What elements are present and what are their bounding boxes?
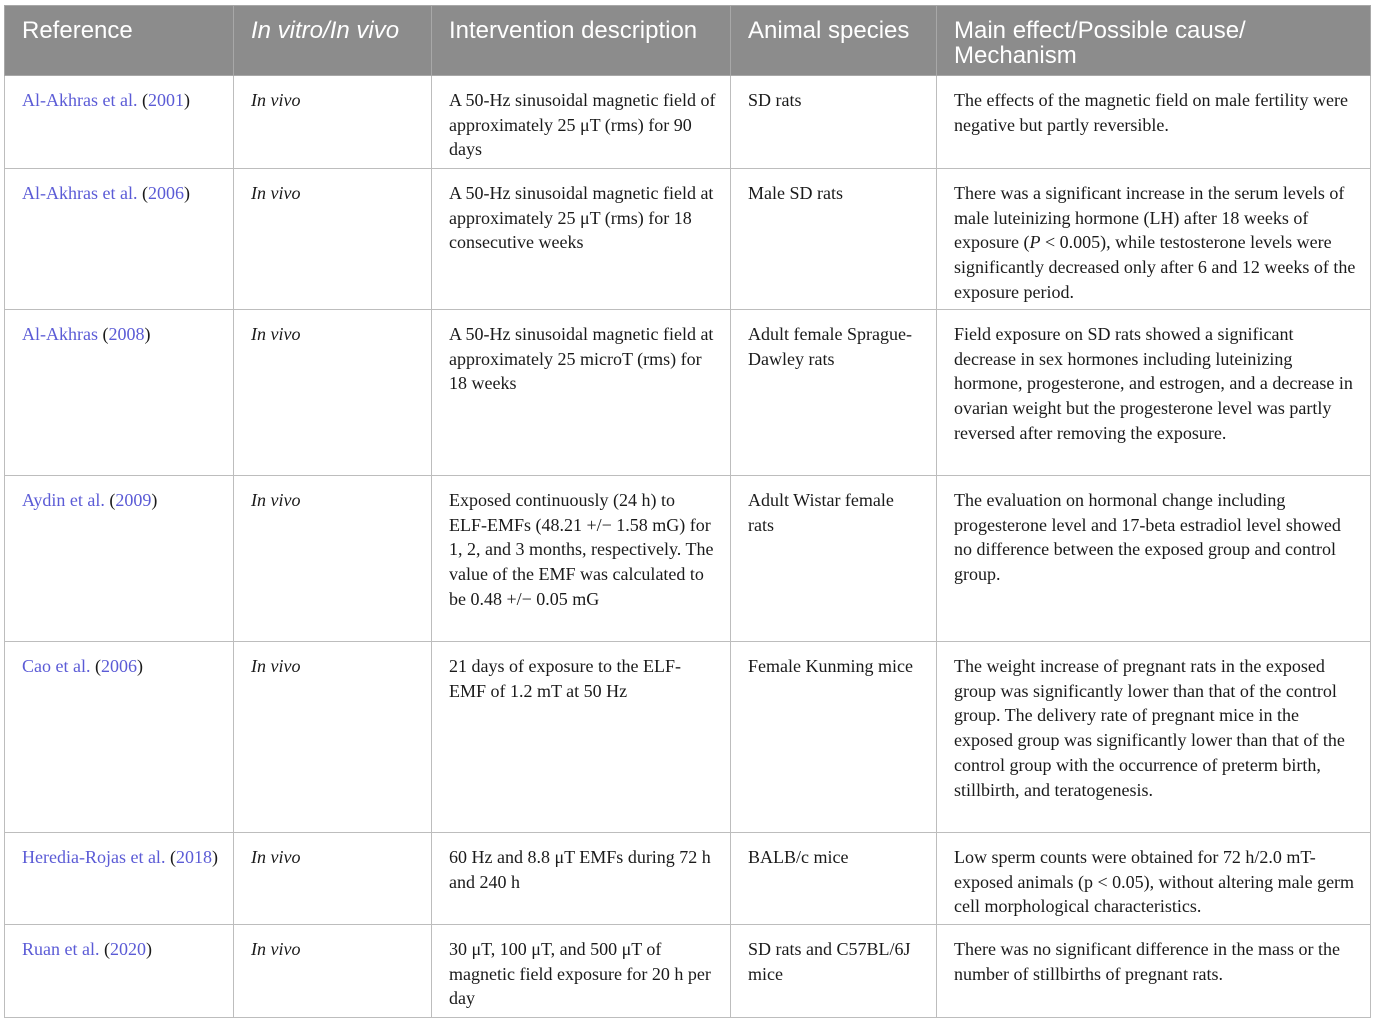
- mode-cell: In vivo: [234, 476, 432, 642]
- species-cell: Adult female Sprague-Dawley rats: [731, 310, 937, 476]
- species-cell: Adult Wistar female rats: [731, 476, 937, 642]
- reference-link[interactable]: Ruan et al.: [22, 939, 100, 959]
- reference-cell: Al-Akhras et al. (2001): [5, 76, 234, 169]
- mode-cell: In vivo: [234, 310, 432, 476]
- species-cell: Male SD rats: [731, 169, 937, 310]
- table-row: [5, 642, 1371, 833]
- year-link[interactable]: 2018: [175, 847, 212, 867]
- effect-cell: There was no significant difference in the mass or the number of stillbirths of pregnant rats.: [937, 925, 1371, 1018]
- year-link[interactable]: 2020: [109, 939, 146, 959]
- effect-cell: The evaluation on hormonal change including progesterone level and 17-beta estradiol level showed no difference between the exposed group and control group.: [937, 476, 1371, 642]
- intervention-cell: A 50-Hz sinusoidal magnetic field of approximately 25 μT (rms) for 90 days: [432, 76, 731, 169]
- species-cell: SD rats and C57BL/6J mice: [731, 925, 937, 1018]
- effect-text-part: < 0.005), while testosterone levels were significantly decreased only after 6 and 12 weeks of the exposure period.: [954, 232, 1356, 302]
- reference-cell: Ruan et al. (2020): [5, 925, 234, 1018]
- mode-cell: In vivo: [234, 76, 432, 169]
- year-link[interactable]: 2009: [115, 490, 152, 510]
- reference-cell: Al-Akhras (2008): [5, 310, 234, 476]
- species-cell: SD rats: [731, 76, 937, 169]
- p-value-symbol: P: [1029, 232, 1041, 253]
- effect-text-part: There was a significant increase in the serum levels of male luteinizing hormone (LH) after 18 weeks of exposure (: [954, 183, 1345, 253]
- species-cell: BALB/c mice: [731, 833, 937, 925]
- studies-table: [4, 5, 1371, 1018]
- effect-cell: [937, 169, 1371, 310]
- mode-cell: In vivo: [234, 833, 432, 925]
- table-row: [5, 310, 1371, 476]
- mode-cell: In vivo: [234, 642, 432, 833]
- intervention-cell: Exposed continuously (24 h) to ELF-EMFs (48.21 +/− 1.58 mG) for 1, 2, and 3 months, respectively. The value of the EMF was calculated to be 0.48 +/− 0.05 mG: [432, 476, 731, 642]
- table-row: [5, 833, 1371, 925]
- reference-cell: Aydin et al. (2009): [5, 476, 234, 642]
- effect-cell: Low sperm counts were obtained for 72 h/2.0 mT-exposed animals (p < 0.05), without altering male germ cell morphological characteristics.: [937, 833, 1371, 925]
- reference-link[interactable]: Heredia-Rojas et al.: [22, 847, 166, 867]
- intervention-cell: A 50-Hz sinusoidal magnetic field at approximately 25 μT (rms) for 18 consecutive weeks: [432, 169, 731, 310]
- header-row: [5, 6, 1371, 76]
- year-link[interactable]: 2008: [108, 324, 145, 344]
- reference-cell: Al-Akhras et al. (2006): [5, 169, 234, 310]
- intervention-cell: 30 μT, 100 μT, and 500 μT of magnetic field exposure for 20 h per day: [432, 925, 731, 1018]
- table-row: [5, 925, 1371, 1018]
- header-intervention: Intervention description: [432, 6, 731, 76]
- reference-link[interactable]: Al-Akhras et al.: [22, 183, 138, 203]
- mode-cell: In vivo: [234, 925, 432, 1018]
- intervention-cell: A 50-Hz sinusoidal magnetic field at approximately 25 microT (rms) for 18 weeks: [432, 310, 731, 476]
- mode-cell: In vivo: [234, 169, 432, 310]
- table-row: [5, 476, 1371, 642]
- year-link[interactable]: 2006: [147, 183, 184, 203]
- year-link[interactable]: 2006: [100, 656, 137, 676]
- header-main-effect: Main effect/Possible cause/ Mechanism: [937, 6, 1371, 76]
- intervention-cell: 60 Hz and 8.8 μT EMFs during 72 h and 240 h: [432, 833, 731, 925]
- header-in-vitro-in-vivo: In vitro/In vivo: [234, 6, 432, 76]
- effect-cell: Field exposure on SD rats showed a significant decrease in sex hormones including luteinizing hormone, progesterone, and estrogen, and a decrease in ovarian weight but the progesterone level was partly reversed after removing the exposure.: [937, 310, 1371, 476]
- effect-cell: The weight increase of pregnant rats in the exposed group was significantly lower than that of the control group. The delivery rate of pregnant mice in the exposed group was significantly lower than that of the control group with the occurrence of preterm birth, stillbirth, and teratogenesis.: [937, 642, 1371, 833]
- header-reference: Reference: [5, 6, 234, 76]
- reference-cell: Cao et al. (2006): [5, 642, 234, 833]
- reference-link[interactable]: Al-Akhras et al.: [22, 90, 138, 110]
- table-row: [5, 76, 1371, 169]
- species-cell: Female Kunming mice: [731, 642, 937, 833]
- reference-link[interactable]: Al-Akhras: [22, 324, 98, 344]
- effect-cell: The effects of the magnetic field on male fertility were negative but partly reversible.: [937, 76, 1371, 169]
- year-link[interactable]: 2001: [147, 90, 184, 110]
- reference-link[interactable]: Cao et al.: [22, 656, 91, 676]
- reference-link[interactable]: Aydin et al.: [22, 490, 105, 510]
- intervention-cell: 21 days of exposure to the ELF-EMF of 1.2 mT at 50 Hz: [432, 642, 731, 833]
- reference-cell: Heredia-Rojas et al. (2018): [5, 833, 234, 925]
- header-animal-species: Animal species: [731, 6, 937, 76]
- table-row: [5, 169, 1371, 310]
